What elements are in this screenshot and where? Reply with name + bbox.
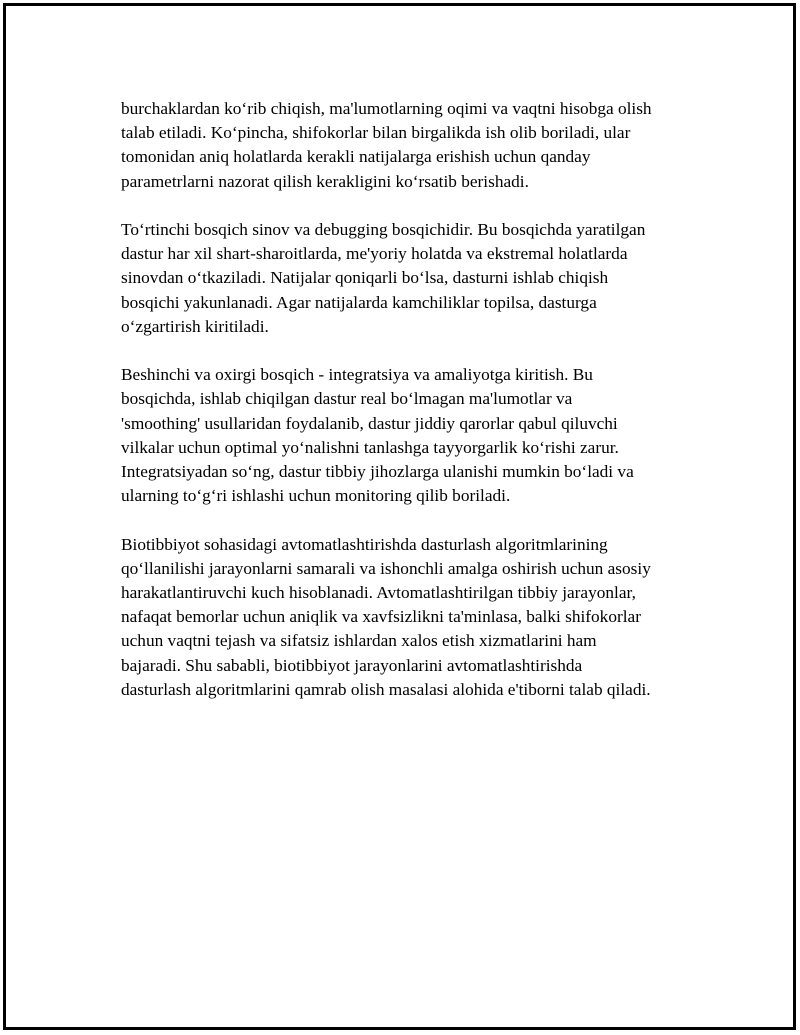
paragraph-2: [121, 218, 701, 339]
text-line: Integratsiyadan so‘ng, dastur tibbiy jihozlarga ulanishi mumkin bo‘ladi va: [121, 462, 634, 482]
text-line: nafaqat bemorlar uchun aniqlik va xavfsizlikni ta'minlasa, balki shifokorlar: [121, 607, 641, 627]
paragraph-4: [121, 533, 701, 702]
document-body: [121, 97, 701, 726]
text-line: bosqichda, ishlab chiqilgan dastur real bo‘lmagan ma'lumotlar va: [121, 389, 573, 409]
paragraph-3: [121, 363, 701, 508]
text-line: harakatlantiruvchi kuch hisoblanadi. Avtomatlashtirilgan tibbiy jarayonlar,: [121, 583, 636, 603]
text-line: 'smoothing' usullaridan foydalanib, dastur jiddiy qarorlar qabul qiluvchi: [121, 413, 618, 433]
text-line: ularning to‘g‘ri ishlashi uchun monitoring qilib boriladi.: [121, 486, 511, 506]
text-line: o‘zgartirish kiritiladi.: [121, 316, 269, 336]
text-line: tomonidan aniq holatlarda kerakli natijalarga erishish uchun qanday: [121, 147, 591, 167]
text-line: vilkalar uchun optimal yo‘nalishni tanlashga tayyorgarlik ko‘rishi zarur.: [121, 437, 619, 457]
text-line: sinovdan o‘tkaziladi. Natijalar qoniqarli bo‘lsa, dasturni ishlab chiqish: [121, 268, 609, 288]
text-line: Biotibbiyot sohasidagi avtomatlashtirishda dasturlash algoritmlarining: [121, 534, 608, 554]
text-line: uchun vaqtni tejash va sifatsiz ishlardan xalos etish xizmatlarini ham: [121, 631, 597, 651]
text-line: To‘rtinchi bosqich sinov va debugging bosqichidir. Bu bosqichda yaratilgan: [121, 220, 646, 239]
text-line: Beshinchi va oxirgi bosqich - integratsiya va amaliyotga kiritish. Bu: [121, 365, 593, 385]
paragraph-1: [121, 97, 701, 194]
text-line: burchaklardan ko‘rib chiqish, ma'lumotlarning oqimi va vaqtni hisobga olish: [121, 99, 652, 118]
text-line: bajaradi. Shu sababli, biotibbiyot jarayonlarini avtomatlashtirishda: [121, 655, 583, 675]
text-line: dastur har xil shart-sharoitlarda, me'yoriy holatda va ekstremal holatlarda: [121, 244, 628, 264]
text-line: parametrlarni nazorat qilish kerakligini ko‘rsatib berishadi.: [121, 171, 529, 191]
text-line: qo‘llanilishi jarayonlarni samarali va ishonchli amalga oshirish uchun asosiy: [121, 558, 651, 578]
text-line: bosqichi yakunlanadi. Agar natijalarda kamchiliklar topilsa, dasturga: [121, 292, 597, 312]
text-line: dasturlash algoritmlarini qamrab olish masalasi alohida e'tiborni talab qiladi.: [121, 679, 651, 699]
text-line: talab etiladi. Ko‘pincha, shifokorlar bilan birgalikda ish olib boriladi, ular: [121, 123, 631, 143]
page-frame: [3, 3, 796, 1030]
